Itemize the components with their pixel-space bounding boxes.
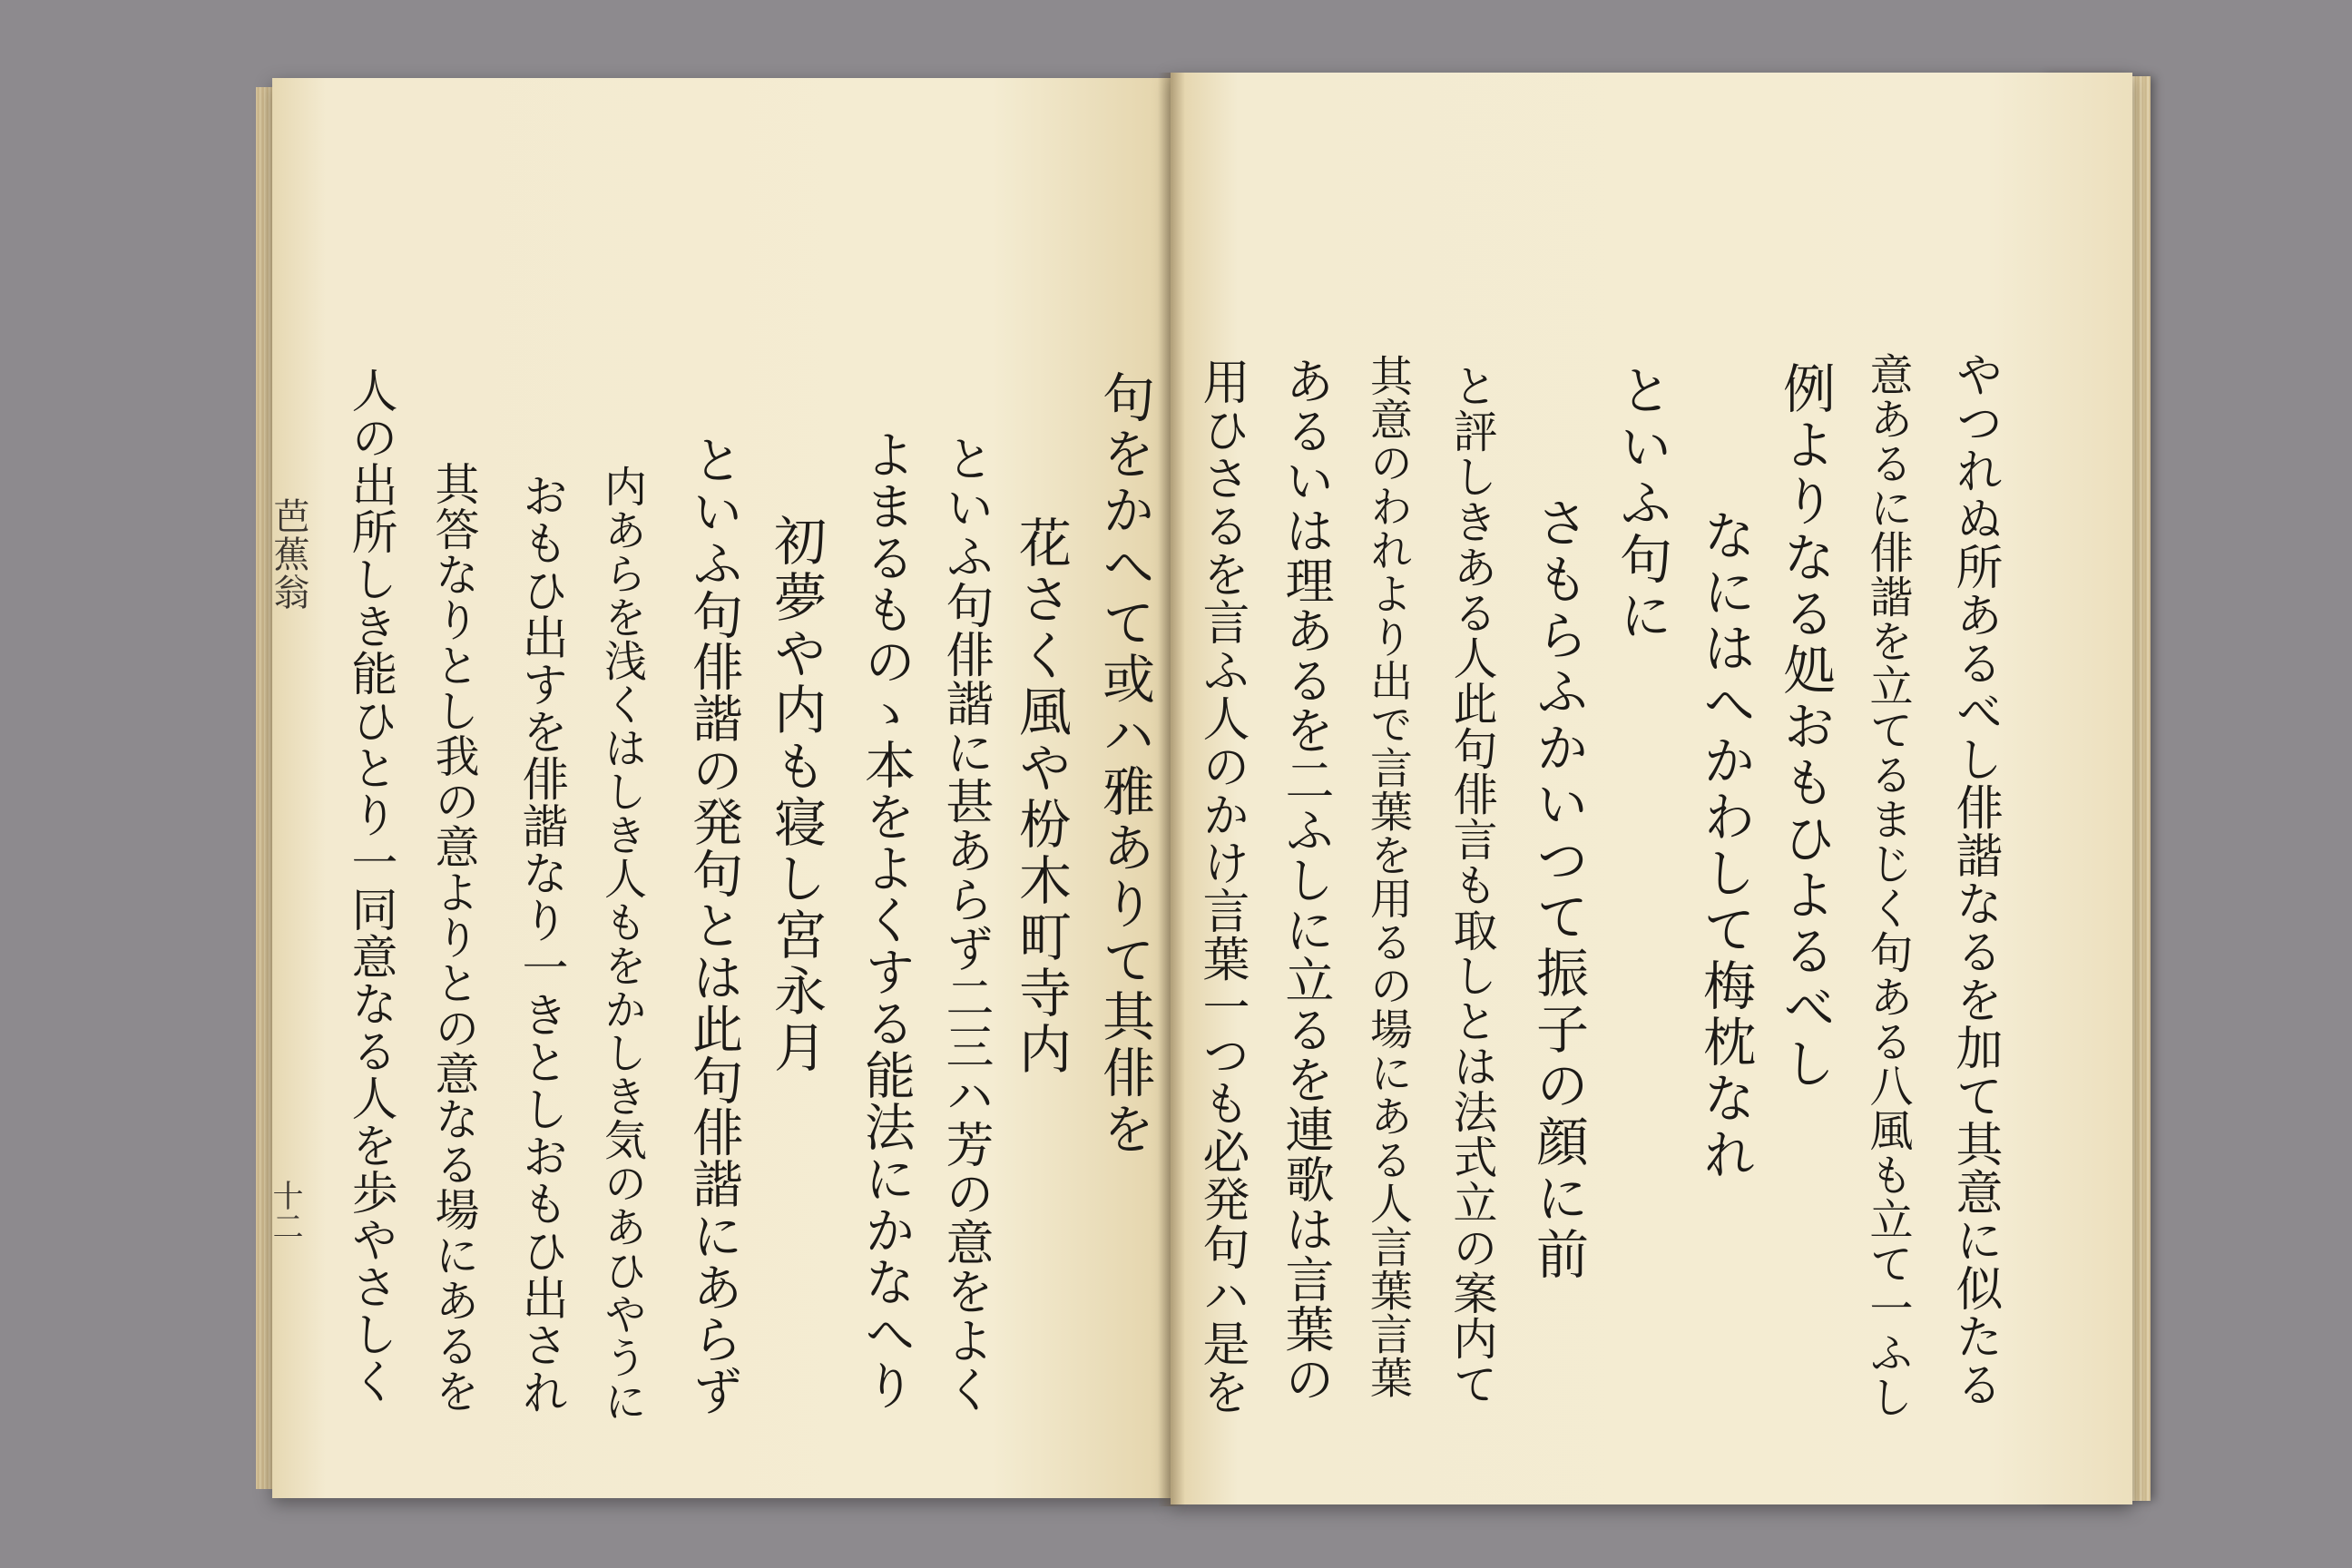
book-gutter xyxy=(1158,73,1185,1506)
text-column: といふ句俳諧に甚あらず二三ハ芳の意をよく xyxy=(938,434,994,1414)
text-column: あるいは理あるを二ふしに立るを連歌は言葉の xyxy=(1278,356,1335,1404)
text-column: といふ句に xyxy=(1611,363,1672,644)
text-column: 其答なりとし我の意よりとの意なる場にあるを xyxy=(428,461,480,1414)
text-column: 其意のわれより出で言葉を用るの場にある人言葉言葉 xyxy=(1363,354,1413,1399)
text-column: よまるものゝ本をよくする能法にかなへり xyxy=(857,428,916,1411)
text-column: と評しきある人此句俳言も取しとは法式立の案内て xyxy=(1446,363,1498,1406)
text-column: やつれぬ所あるべし俳諧なるを加て其意に似たる xyxy=(1947,350,2002,1408)
text-column: 花さく風や枌木町寺内 xyxy=(1010,515,1072,1078)
text-column: 句をかへて或ハ雅ありて其俳を xyxy=(1093,370,1155,1158)
margin-title: 芭蕉翁 xyxy=(268,497,309,612)
text-column: といふ句俳諧の発句とは此句俳諧にあらず xyxy=(684,434,743,1416)
text-column: 例よりなる処おもひよるべし xyxy=(1774,361,1836,1093)
text-column: 内あらを浅くはしき人もをかしき気のあひやうに xyxy=(597,465,647,1423)
text-column: 意あるに俳諧を立てるまじく句ある八風も立て一ふし xyxy=(1862,352,1913,1419)
text-column: 用ひさるを言ふ人のかけ言葉一つも必発句ハ是を xyxy=(1194,358,1249,1416)
text-column: なにはへかわして梅枕なれ xyxy=(1694,508,1756,1183)
text-column: おもひ出すを俳諧なり一きとしおもひ出され xyxy=(514,472,567,1416)
text-column: さもらふかいつて振子の顔に前 xyxy=(1527,495,1589,1283)
text-column: 初夢や内も寝し宮永月 xyxy=(765,514,827,1076)
text-column: 人の出所しき能ひとり一同意なる人を歩やさしく xyxy=(343,367,397,1405)
margin-folio: 十二 xyxy=(267,1180,303,1241)
